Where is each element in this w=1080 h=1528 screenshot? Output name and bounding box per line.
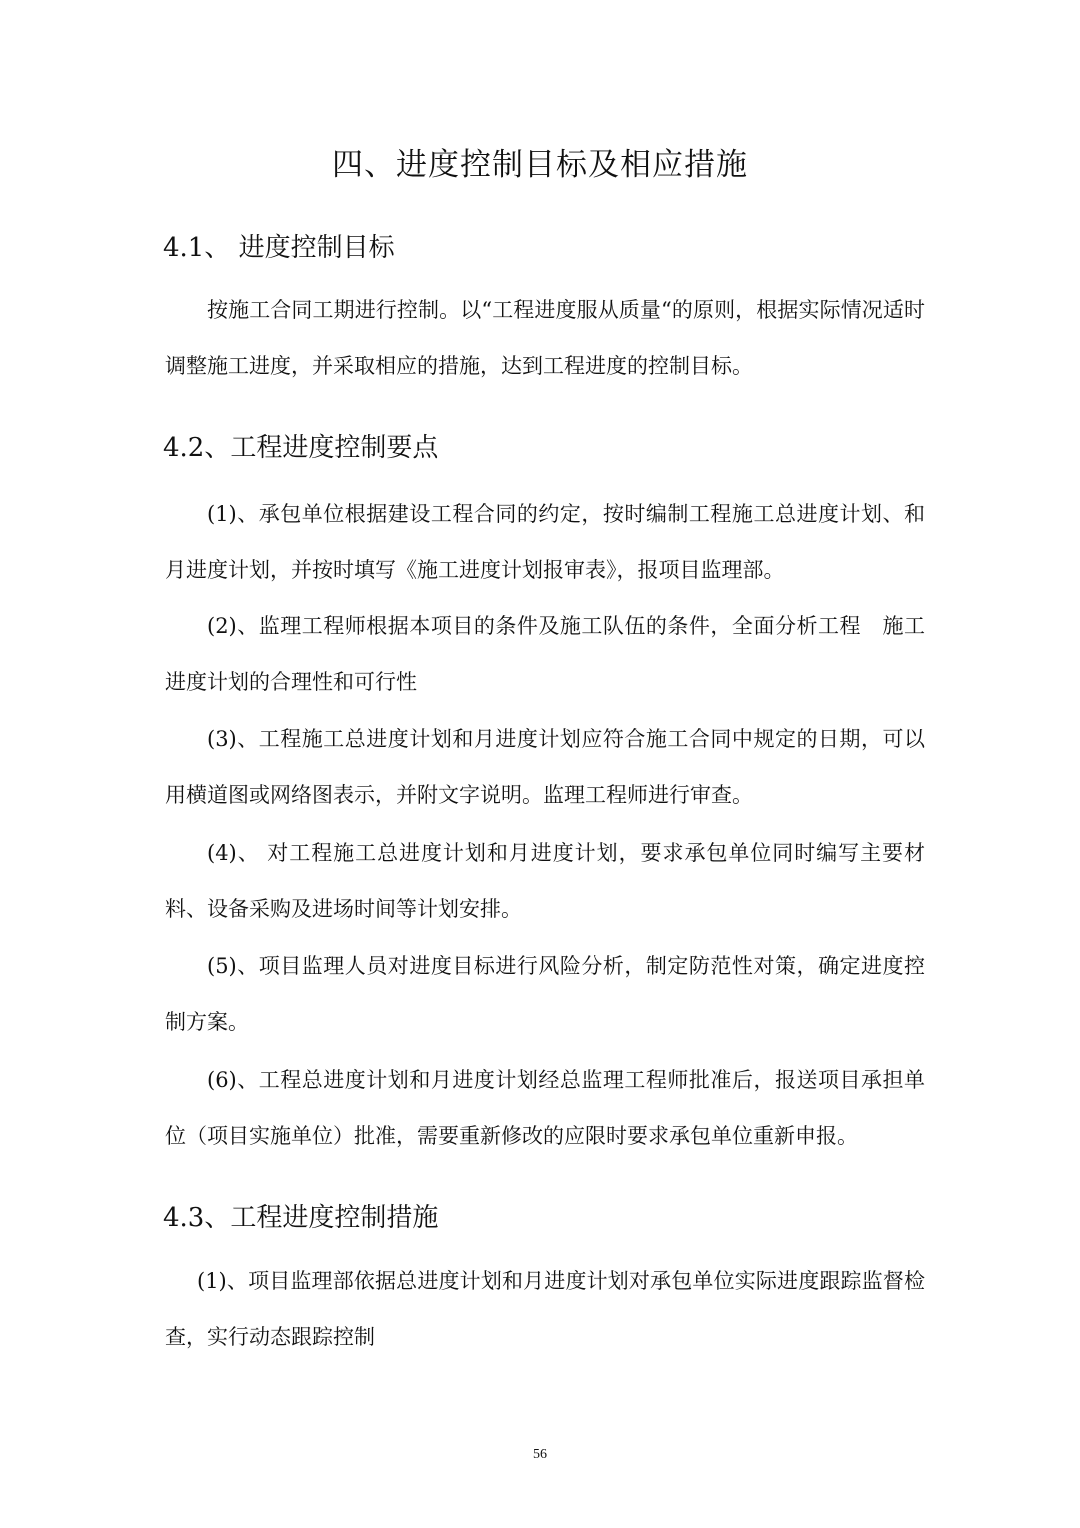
paragraph-4-2-6: (6)、工程总进度计划和月进度计划经总监理工程师批准后，报送项目承担单位（项目实施单位）批准，需要重新修改的应限时要求承包单位重新申报。	[165, 1068, 925, 1148]
section-heading-4-2: 4.2、工程进度控制要点	[163, 433, 439, 463]
paragraph-4-2-1: (1)、承包单位根据建设工程合同的约定，按时编制工程施工总进度计划、和月进度计划，并按时填写《施工进度计划报审表》，报项目监理部。	[165, 502, 925, 582]
page-number: 56	[533, 1447, 547, 1462]
paragraph-4-2-5: (5)、项目监理人员对进度目标进行风险分析，制定防范性对策，确定进度控制方案。	[165, 954, 925, 1034]
paragraph-4-1-1: 按施工合同工期进行控制。以“工程进度服从质量“的原则，根据实际情况适时调整施工进度，并采取相应的措施，达到工程进度的控制目标。	[165, 298, 925, 378]
paragraph-4-2-3: (3)、工程施工总进度计划和月进度计划应符合施工合同中规定的日期，可以用横道图或网络图表示，并附文字说明。监理工程师进行审查。	[165, 727, 925, 807]
paragraph-4-3-1: (1)、项目监理部依据总进度计划和月进度计划对承包单位实际进度跟踪监督检查，实行动态跟踪控制	[165, 1269, 925, 1349]
section-heading-4-3: 4.3、工程进度控制措施	[163, 1203, 439, 1233]
section-heading-4-1: 4.1、 进度控制目标	[163, 233, 395, 263]
paragraph-4-2-2: (2)、监理工程师根据本项目的条件及施工队伍的条件，全面分析工程 施工进度计划的合理性和可行性	[165, 614, 925, 694]
page-title: 四、进度控制目标及相应措施	[332, 147, 748, 183]
paragraph-4-2-4: (4)、 对工程施工总进度计划和月进度计划，要求承包单位同时编写主要材料、设备采购及进场时间等计划安排。	[165, 841, 925, 921]
